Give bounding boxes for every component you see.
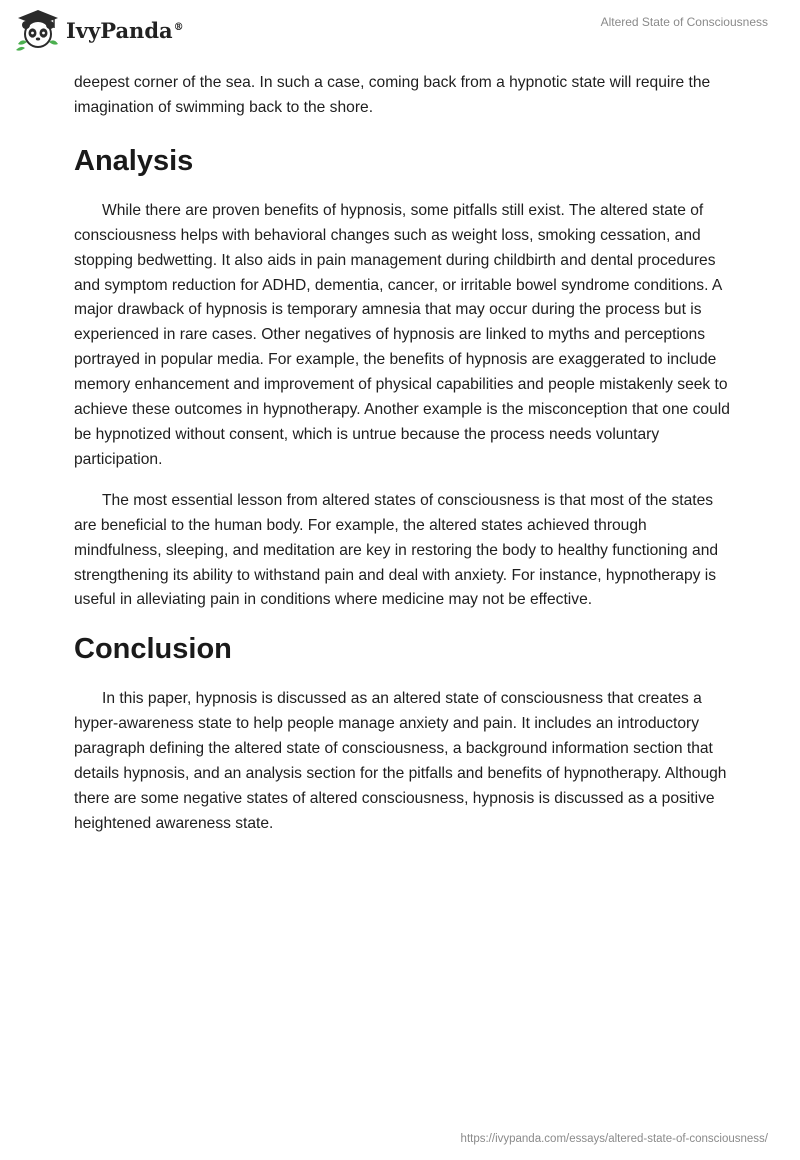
panda-graduate-icon: [14, 8, 62, 52]
intro-tail-paragraph: deepest corner of the sea. In such a case, coming back from a hypnotic state will require the imagination of swimming back to the shore.: [74, 74, 711, 116]
conclusion-paragraph: In this paper, hypnosis is discussed as an altered state of consciousness that creates a hyper-awareness state to help people manage anxiety and pain. It includes an introductory paragraph defining the altered state of consciousness, a background information section that details hypnosis, and an analysis section for the pitfalls and benefits of hypnotherapy. Although there are some negative states of altered consciousness, hypnosis is discussed as a positive heightened awareness state.: [74, 690, 727, 832]
page-header: [0, 0, 800, 64]
analysis-paragraph-2: The most essential lesson from altered states of consciousness is that most of the states are beneficial to the human body. For example, the altered states achieved through mindfulness, sleeping, and meditation are key in restoring the body to healthy functioning and strengthening its ability to withstand pain and deal with anxiety. For instance, hypnotherapy is useful in alleviating pain in conditions where medicine may not be effective.: [74, 491, 719, 609]
brand-name: IvyPanda®: [66, 17, 184, 43]
essay-body: [74, 71, 730, 837]
analysis-heading: Analysis: [74, 144, 194, 177]
analysis-paragraph-1: While there are proven benefits of hypnosis, some pitfalls still exist. The altered state of consciousness helps with behavioral changes such as weight loss, smoking cessation, and stopping bedwetting. It also aids in pain management during childbirth and dental procedures and symptom reduction for ADHD, dementia, cancer, or irritable bowel syndrome conditions. A major drawback of hypnosis is temporary amnesia that may occur during the process but is experienced in rare cases. Other negatives of hypnosis are linked to myths and perceptions portrayed in popular media. For example, the benefits of hypnosis are exaggerated to include memory enhancement and improvement of physical capabilities and people mistakenly seek to achieve these outcomes in hypnotherapy. Another example is the misconception that one could be hypnotized without consent, which is untrue because the process needs voluntary participation.: [74, 201, 730, 468]
ivypanda-logo[interactable]: [14, 8, 184, 52]
registered-mark: ®: [173, 21, 184, 33]
source-url-link[interactable]: https://ivypanda.com/essays/altered-state-of-consciousness/: [460, 1133, 768, 1145]
conclusion-heading: Conclusion: [74, 633, 232, 666]
document-title: Altered State of Consciousness: [600, 15, 768, 29]
